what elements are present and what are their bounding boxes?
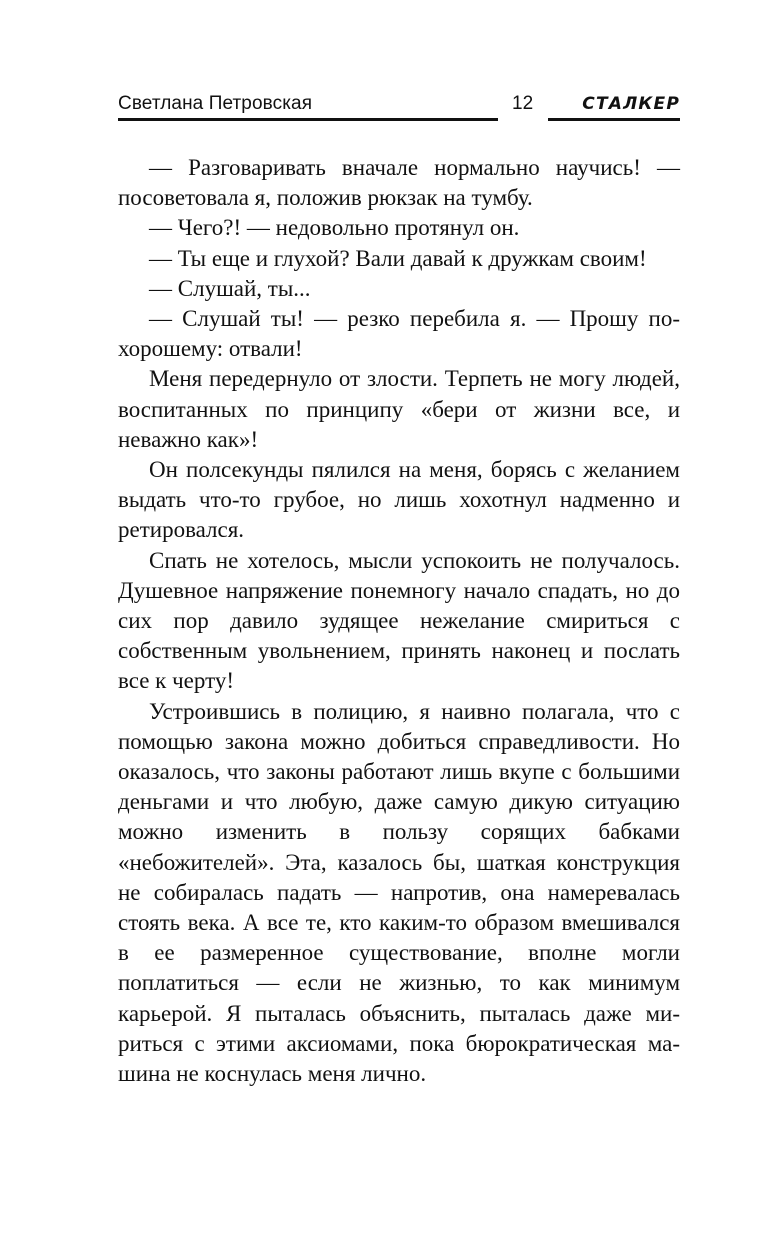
paragraph: — Разговаривать вначале нормально научись! — посоветовала я, положив рюкзак на тумбу. <box>118 155 680 211</box>
paragraph: — Чего?! — недовольно протянул он. <box>149 215 520 241</box>
header-rule-left <box>118 118 498 121</box>
author-name: Светлана Петровская <box>118 93 313 114</box>
header-rule-right <box>548 118 680 121</box>
paragraph: Спать не хотелось, мысли успокоить не получалось. Душевное напряжение понемногу начало спадать, но до сих пор давило зудящее нежелание смириться с собственным увольнением, принять наконец и послать все к черту! <box>118 547 680 694</box>
paragraph: Меня передернуло от злости. Терпеть не могу людей, воспитанных по принципу «бери от жизни все, и неважно как»! <box>118 366 680 452</box>
series-title: СТАЛКЕР <box>582 94 680 114</box>
paragraph: Устроившись в полицию, я наивно полагала, что с помощью закона можно добиться справедливости. Но оказалось, что законы работают лишь вкупе с большими деньгами и что любую, даже самую дикую ситуацию можно изменить в пользу сорящих бабками «небожителей». Эта, казалось бы, шаткая конструкция не собиралась падать — напротив, она намеревалась стоять века. А все те, кто каким-то образом вмешивался в ее размеренное существование, вполне могли поплатиться — если не жизнью, то как минимум карьерой. Я пыталась объяснить, пыталась даже мириться с этими аксиомами, пока бюрократическая машина не коснулась меня лично. <box>118 698 680 1087</box>
paragraph: — Слушай, ты... <box>149 275 311 301</box>
running-head <box>118 92 680 122</box>
paragraph: — Ты еще и глухой? Вали давай к дружкам своим! <box>149 245 647 271</box>
paragraph: Он полсекунды пялился на меня, борясь с желанием выдать что-то грубое, но лишь хохотнул надменно и ретировался. <box>118 457 680 543</box>
page-number: 12 <box>512 93 534 114</box>
body-text <box>118 153 680 1089</box>
paragraph: — Слушай ты! — резко перебила я. — Прошу похорошему: отвали! <box>118 306 680 362</box>
